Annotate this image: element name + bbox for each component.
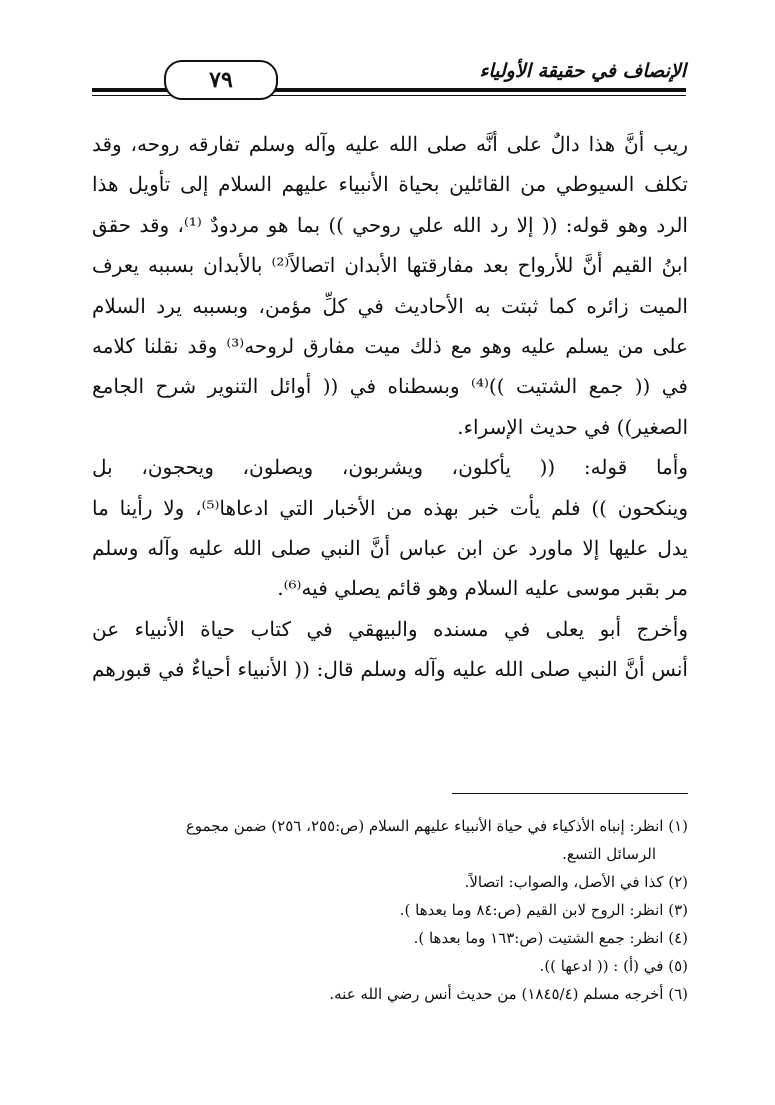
page-number: ٧٩: [164, 60, 278, 100]
footnote-1: (١) انظر: إنباه الأذكياء في حياة الأنبياء عليهم السلام (ص:٢٥٥، ٢٥٦) ضمن مجموع: [185, 817, 688, 835]
body-line: الميت زائره كما ثبتت به الأحاديث في كلِّ مؤمن، وبسببه يرد السلام: [92, 293, 688, 318]
footnote-divider: [452, 793, 688, 794]
body-line: وأخرج أبو يعلى في مسنده والبيهقي في كتاب حياة الأنبياء عن: [92, 616, 688, 641]
page-header: [92, 58, 686, 108]
body-line: يدل عليها إلا ماورد عن ابن عباس أنَّ النبي صلى الله عليه وآله وسلم: [92, 535, 688, 560]
footnote-2: (٢) كذا في الأصل، والصواب: اتصالاً.: [464, 873, 688, 891]
footnotes: [92, 812, 688, 1008]
body-line: الصغير)) في حديث الإسراء.: [457, 414, 688, 439]
body-line: ريب أنَّ هذا دالٌ على أنَّه صلى الله عليه وآله وسلم تفارقه روحه، وقد: [92, 132, 688, 156]
footnote-1-continuation: الرسائل التسع.: [562, 845, 656, 863]
body-text: [92, 124, 688, 689]
body-line: تكلف السيوطي من القائلين بحياة الأنبياء عليهم السلام إلى تأويل هذا: [92, 172, 688, 197]
body-line: ابنُ القيم أنَّ للأرواح بعد مفارقتها الأبدان اتصالاً⁽²⁾ بالأبدان بسببه يعرف: [92, 253, 688, 278]
footnote-5: (٥) في (أ) : (( ادعها )).: [539, 957, 688, 975]
footnote-4: (٤) انظر: جمع الشتيت (ص:١٦٣ وما بعدها ).: [413, 929, 688, 947]
footnote-6: (٦) أخرجه مسلم (١٨٤٥/٤) من حديث أنس رضي الله عنه.: [329, 985, 688, 1003]
footnote-3: (٣) انظر: الروح لابن القيم (ص:٨٤ وما بعدها ).: [399, 901, 688, 919]
body-line: على من يسلم عليه وهو مع ذلك ميت مفارق لروحه⁽³⁾ وقد نقلنا كلامه: [92, 333, 688, 358]
running-title: الإنصاف في حقيقة الأولياء: [479, 60, 686, 82]
body-line: أنس أنَّ النبي صلى الله عليه وآله وسلم قال: (( الأنبياء أحياءٌ في قبورهم: [92, 657, 688, 682]
body-line: الرد وهو قوله: (( إلا رد الله علي روحي )) بما هو مردودٌ ⁽¹⁾، وقد حقق: [92, 212, 688, 237]
body-line: مر بقبر موسى عليه السلام وهو قائم يصلي فيه⁽⁶⁾.: [277, 576, 688, 601]
body-line: وينكحون )) فلم يأت خبر بهذه من الأخبار التي ادعاها⁽⁵⁾، ولا رأينا ما: [92, 495, 688, 520]
body-line: في (( جمع الشتيت ))⁽⁴⁾ وبسطناه في (( أوائل التنوير شرح الجامع: [92, 374, 688, 399]
body-line: وأما قوله: (( يأكلون، ويشربون، ويصلون، ويحجون، بل: [92, 455, 688, 480]
